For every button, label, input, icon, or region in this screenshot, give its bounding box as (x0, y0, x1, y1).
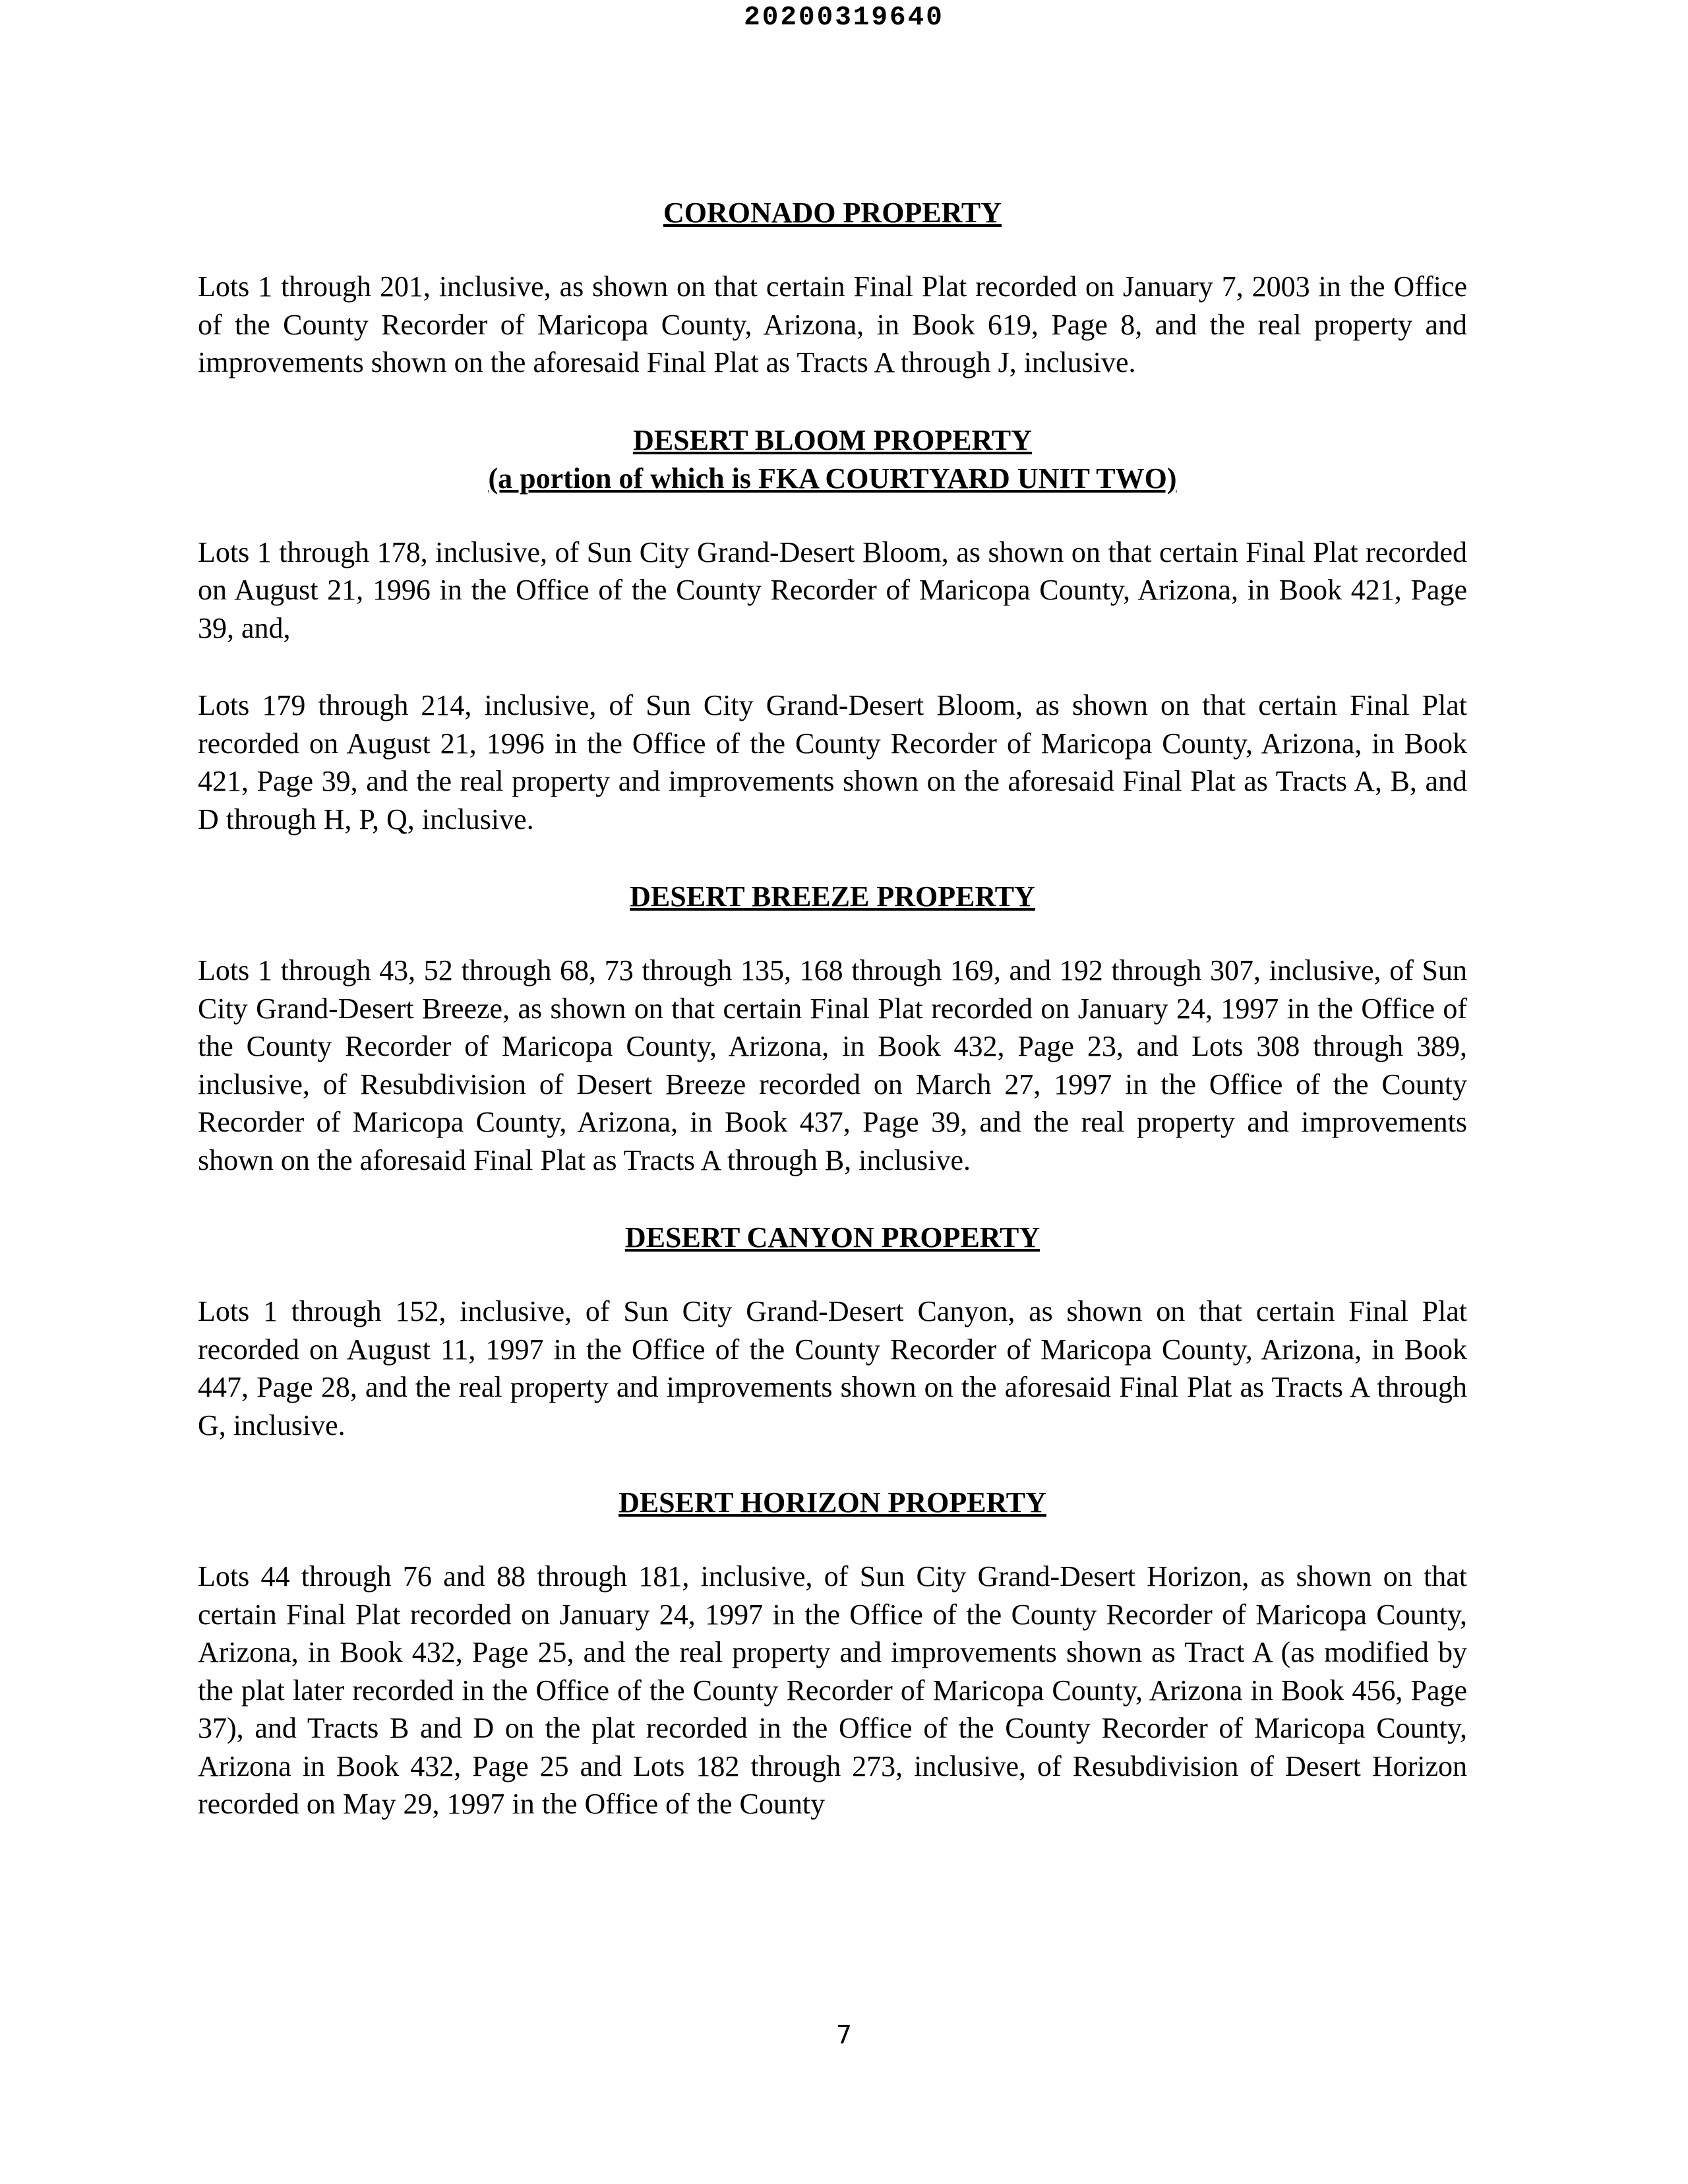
paragraph-desert-horizon-1: Lots 44 through 76 and 88 through 181, inclusive, of Sun City Grand-Desert Horizon, as shown on that certain Final Plat recorded on January 24, 1997 in the Office of the County Recorder of Maricopa County, Arizona, in Book 432, Page 25, and the real property and improvements shown as Tract A (as modified by the plat later recorded in the Office of the County Recorder of Maricopa County, Arizona in Book 456, Page 37), and Tracts B and D on the plat recorded in the Office of the County Recorder of Maricopa County, Arizona in Book 432, Page 25 and Lots 182 through 273, inclusive, of Resubdivision of Desert Horizon recorded on May 29, 1997 in the Office of the County (198, 1560, 1467, 1820)
heading-subtitle: (a portion of which is FKA COURTYARD UNIT TWO) (488, 462, 1177, 495)
paragraph-desert-bloom-2: Lots 179 through 214, inclusive, of Sun City Grand-Desert Bloom, as shown on that certain Final Plat recorded on August 21, 1996 in the Office of the County Recorder of Maricopa County, Arizona, in Book 421, Page 39, and the real property and improvements shown on the aforesaid Final Plat as Tracts A, B, and D through H, P, Q, inclusive. (198, 689, 1467, 835)
page-number: 7 (835, 2020, 853, 2049)
section-heading-coronado: CORONADO PROPERTY (663, 197, 1002, 229)
section-heading-desert-horizon: DESERT HORIZON PROPERTY (618, 1486, 1046, 1519)
section-heading-desert-breeze: DESERT BREEZE PROPERTY (630, 880, 1035, 913)
section-heading-desert-bloom (198, 421, 1467, 498)
heading-title: DESERT BLOOM PROPERTY (633, 423, 1032, 456)
paragraph-desert-breeze-1: Lots 1 through 43, 52 through 68, 73 through 135, 168 through 169, and 192 through 307, inclusive, of Sun City Grand-Desert Breeze, as shown on that certain Final Plat recorded on January 24, 1997 in the Office of the County Recorder of Maricopa County, Arizona, in Book 432, Page 23, and Lots 308 through 389, inclusive, of Resubdivision of Desert Breeze recorded on March 27, 1997 in the Office of the County Recorder of Maricopa County, Arizona, in Book 437, Page 39, and the real property and improvements shown on the aforesaid Final Plat as Tracts A through B, inclusive. (198, 954, 1467, 1176)
paragraph-coronado-1: Lots 1 through 201, inclusive, as shown on that certain Final Plat recorded on January 7, 2003 in the Office of the County Recorder of Maricopa County, Arizona, in Book 619, Page 8, and the real property and improvements shown on the aforesaid Final Plat as Tracts A through J, inclusive. (198, 270, 1467, 379)
section-heading-desert-canyon: DESERT CANYON PROPERTY (624, 1221, 1040, 1254)
paragraph-desert-bloom-1: Lots 1 through 178, inclusive, of Sun City Grand-Desert Bloom, as shown on that certain Final Plat recorded on August 21, 1996 in the Office of the County Recorder of Maricopa County, Arizona, in Book 421, Page 39, and, (198, 535, 1467, 644)
paragraph-desert-canyon-1: Lots 1 through 152, inclusive, of Sun City Grand-Desert Canyon, as shown on that certain Final Plat recorded on August 11, 1997 in the Office of the County Recorder of Maricopa County, Arizona, in Book 447, Page 28, and the real property and improvements shown on the aforesaid Final Plat as Tracts A through G, inclusive. (198, 1295, 1467, 1441)
recording-number: 20200319640 (744, 3, 944, 33)
document-body (198, 194, 1467, 1863)
